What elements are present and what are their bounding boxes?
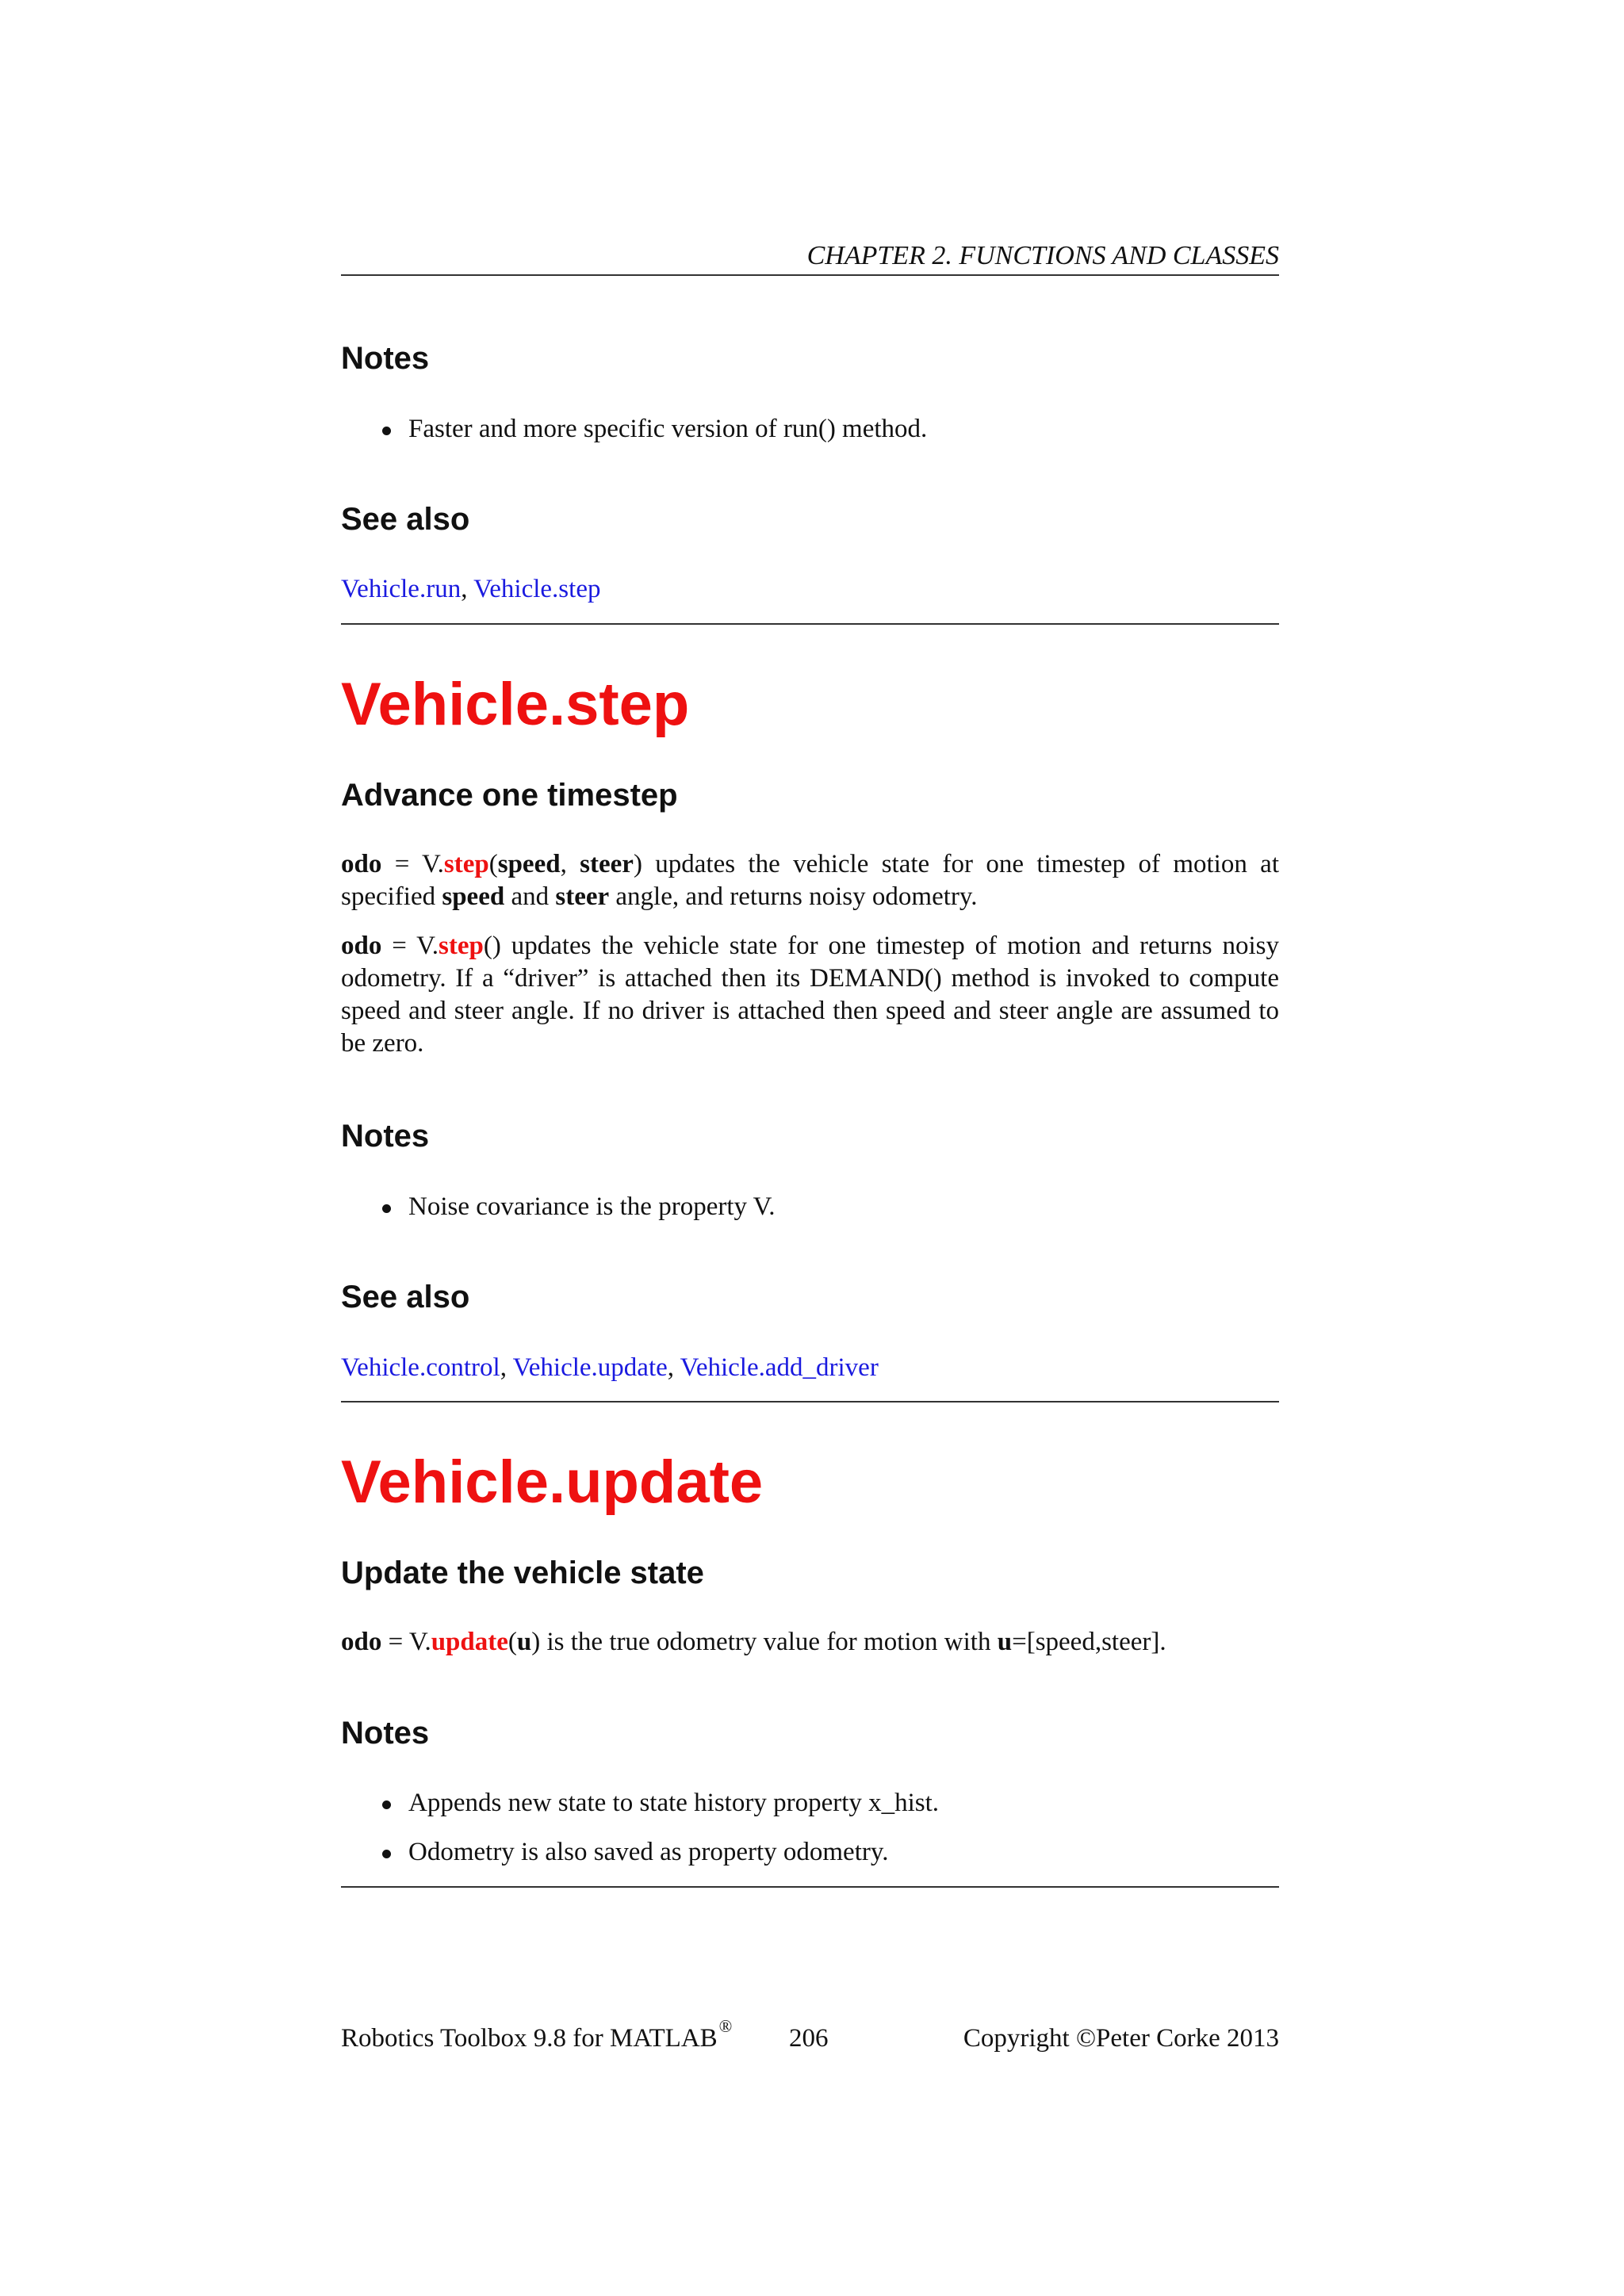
function-subtitle-step: Advance one timestep: [341, 778, 678, 813]
list-item: [341, 1191, 1279, 1223]
link-vehicle-control[interactable]: Vehicle.control: [341, 1353, 500, 1382]
bullet-icon: [382, 1204, 391, 1213]
bullet-icon: [382, 427, 391, 435]
link-vehicle-update[interactable]: Vehicle.update: [512, 1353, 668, 1382]
link-vehicle-add-driver[interactable]: Vehicle.add_driver: [680, 1353, 879, 1382]
function-title-step: Vehicle.step: [341, 671, 690, 738]
notes-heading: Notes: [341, 1119, 430, 1154]
footer-product: Robotics Toolbox 9.8 for MATLAB®: [341, 2016, 733, 2053]
notes-heading: Notes: [341, 341, 430, 376]
notes-list: [341, 1191, 1279, 1223]
registered-mark: ®: [718, 2016, 733, 2036]
see-also-heading: See also: [341, 502, 470, 537]
section-rule: [341, 623, 1279, 625]
see-also-links: [341, 573, 1279, 606]
update-description: odo = V.update(u) is the true odometry value for motion with u=[speed,steer].: [341, 1628, 1166, 1656]
list-item: [341, 1836, 1279, 1869]
list-item: [341, 413, 1279, 446]
page-footer: [341, 2016, 1279, 2057]
running-head: CHAPTER 2. FUNCTIONS AND CLASSES: [806, 241, 1279, 270]
note-text: Appends new state to state history property x_hist.: [408, 1789, 940, 1817]
step-description-1: odo = V.step(speed, steer) updates the vehicle state for one timestep of motion at specified speed and steer angle, and returns noisy odometry.: [341, 850, 1279, 911]
see-also-heading: See also: [341, 1280, 470, 1314]
link-vehicle-run[interactable]: Vehicle.run: [341, 575, 462, 603]
link-vehicle-step[interactable]: Vehicle.step: [473, 575, 601, 603]
document-page: [341, 0, 1279, 2296]
bullet-icon: [382, 1800, 391, 1809]
page-number: 206: [789, 2024, 829, 2053]
header-rule: [341, 274, 1279, 276]
note-text: Odometry is also saved as property odometry.: [408, 1838, 889, 1866]
function-subtitle-update: Update the vehicle state: [341, 1556, 704, 1590]
section-rule: [341, 1401, 1279, 1402]
link-separator: ,: [500, 1353, 513, 1382]
footer-copyright: Copyright ©Peter Corke 2013: [963, 2024, 1279, 2053]
step-description-2: odo = V.step() updates the vehicle state for one timestep of motion and returns noisy odometry. If a “driver” is attached then its DEMAND() method is invoked to compute speed and steer angle. If no driver is attached then speed and steer angle are assumed to be zero.: [341, 932, 1280, 1058]
notes-heading: Notes: [341, 1716, 430, 1751]
notes-list: [341, 413, 1279, 446]
note-text: Noise covariance is the property V.: [408, 1192, 776, 1221]
bullet-icon: [382, 1850, 391, 1858]
section-rule: [341, 1886, 1279, 1888]
link-separator: ,: [461, 575, 474, 603]
see-also-links: [341, 1352, 1279, 1384]
notes-list: [341, 1787, 1279, 1869]
note-text: Faster and more specific version of run() method.: [408, 415, 928, 443]
link-separator: ,: [667, 1353, 680, 1382]
function-title-update: Vehicle.update: [341, 1448, 764, 1516]
list-item: [341, 1787, 1279, 1820]
